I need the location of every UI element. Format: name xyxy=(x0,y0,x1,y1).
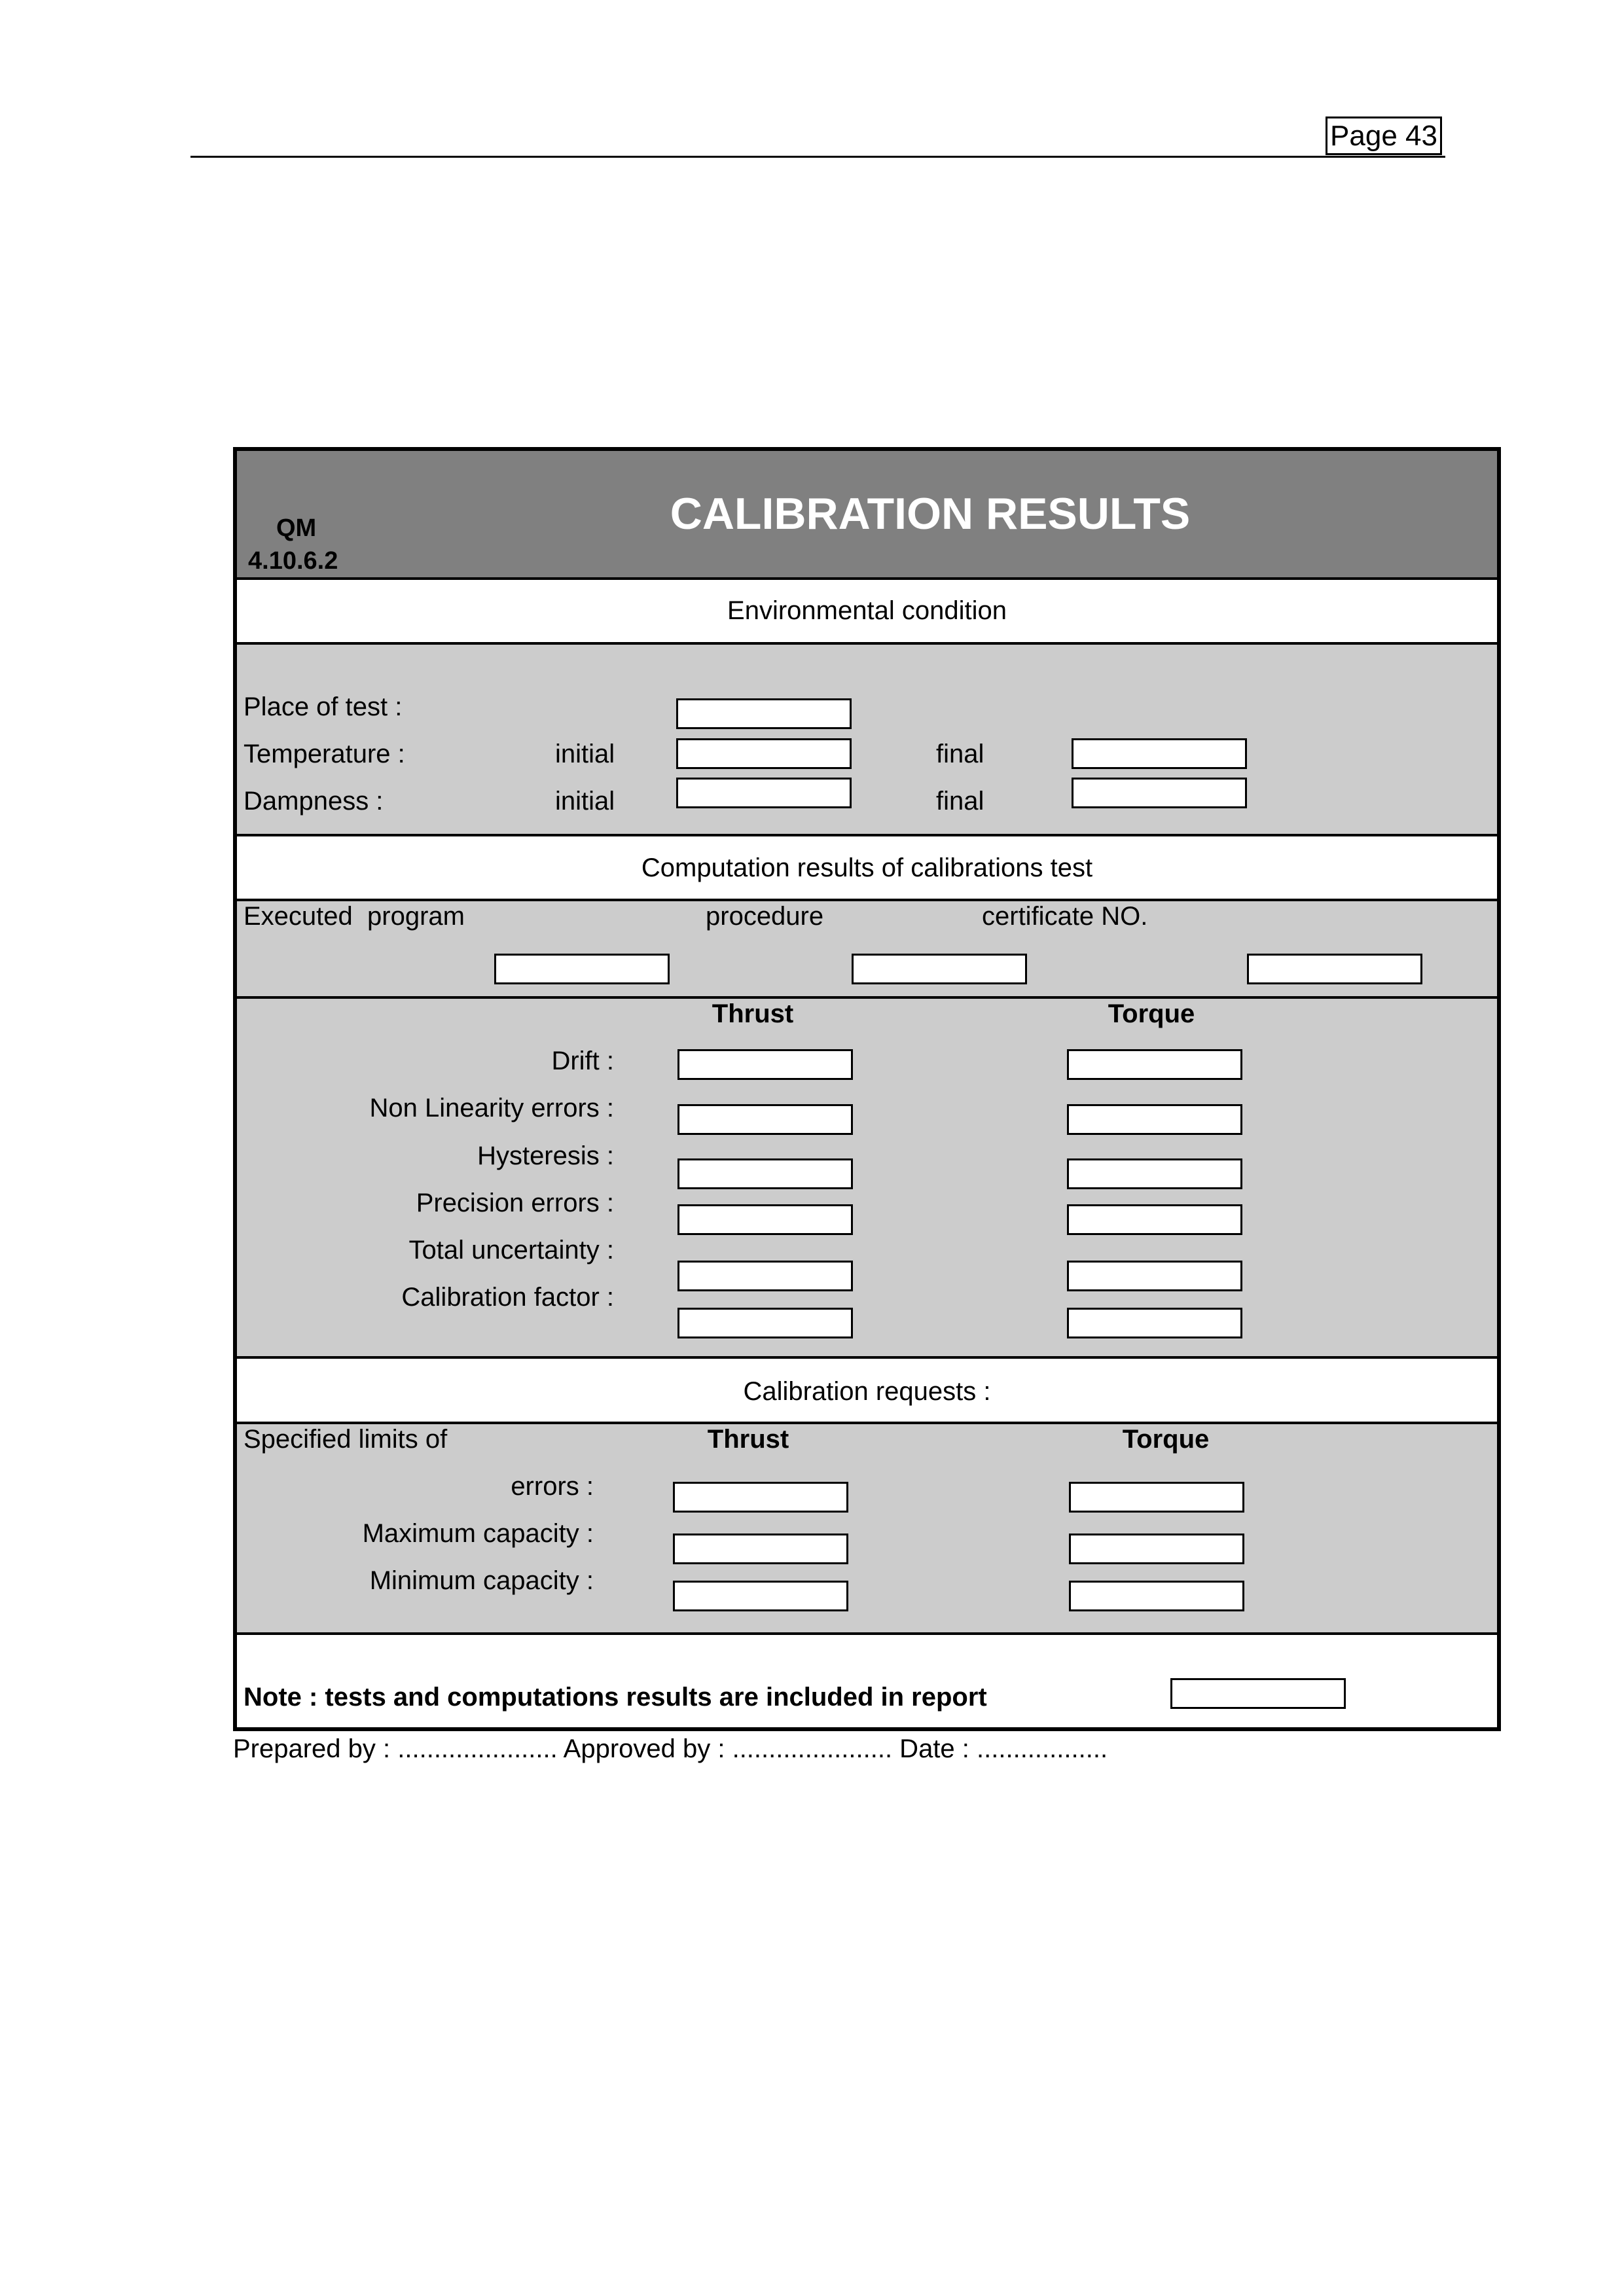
maximum-capacity-label: Maximum capacity : xyxy=(362,1519,594,1548)
hysteresis-torque-field[interactable] xyxy=(1067,1158,1242,1189)
dampness-initial-label: initial xyxy=(555,787,615,816)
executed-program-label: Executed program xyxy=(244,902,465,931)
results-thrust-heading: Thrust xyxy=(712,999,794,1028)
drift-thrust-field[interactable] xyxy=(677,1049,853,1080)
minimum-capacity-torque-field[interactable] xyxy=(1069,1581,1244,1611)
dampness-label: Dampness : xyxy=(244,787,384,816)
maximum-capacity-torque-field[interactable] xyxy=(1069,1534,1244,1564)
precision-errors-thrust-field[interactable] xyxy=(677,1204,853,1235)
temperature-initial-field[interactable] xyxy=(676,738,852,769)
dampness-initial-field[interactable] xyxy=(676,778,852,808)
total-uncertainty-thrust-field[interactable] xyxy=(677,1261,853,1291)
page-number: Page 43 xyxy=(1326,117,1442,155)
report-reference-field[interactable] xyxy=(1170,1678,1346,1709)
form-code-qm: QM xyxy=(276,514,317,542)
non-linearity-torque-field[interactable] xyxy=(1067,1104,1242,1135)
program-field[interactable] xyxy=(494,954,670,984)
calibration-factor-thrust-field[interactable] xyxy=(677,1308,853,1338)
environmental-section xyxy=(233,642,1501,834)
environmental-heading-band xyxy=(233,577,1501,642)
calibration-factor-label: Calibration factor : xyxy=(401,1283,614,1312)
results-torque-heading: Torque xyxy=(1108,999,1195,1028)
temperature-final-label: final xyxy=(936,740,984,768)
place-of-test-label: Place of test : xyxy=(244,692,403,721)
total-uncertainty-torque-field[interactable] xyxy=(1067,1261,1242,1291)
requests-thrust-heading: Thrust xyxy=(707,1425,789,1454)
note-text: Note : tests and computations results are included in report xyxy=(244,1683,987,1712)
errors-label: errors : xyxy=(511,1472,594,1501)
specified-limits-label: Specified limits of xyxy=(244,1425,448,1454)
maximum-capacity-thrust-field[interactable] xyxy=(673,1534,848,1564)
minimum-capacity-thrust-field[interactable] xyxy=(673,1581,848,1611)
header-rule xyxy=(190,156,1445,158)
procedure-label: procedure xyxy=(706,902,824,931)
errors-thrust-field[interactable] xyxy=(673,1482,848,1513)
environmental-heading: Environmental condition xyxy=(727,596,1007,625)
procedure-field[interactable] xyxy=(852,954,1027,984)
hysteresis-thrust-field[interactable] xyxy=(677,1158,853,1189)
dampness-final-field[interactable] xyxy=(1072,778,1247,808)
dampness-final-label: final xyxy=(936,787,984,816)
non-linearity-thrust-field[interactable] xyxy=(677,1104,853,1135)
computation-heading-band xyxy=(233,834,1501,899)
minimum-capacity-label: Minimum capacity : xyxy=(369,1566,594,1595)
form-title: CALIBRATION RESULTS xyxy=(670,489,1191,539)
temperature-label: Temperature : xyxy=(244,740,405,768)
drift-label: Drift : xyxy=(551,1047,614,1075)
calibration-factor-torque-field[interactable] xyxy=(1067,1308,1242,1338)
signature-line: Prepared by : ...................... Approved by : ...................... Date : .................. xyxy=(233,1734,1108,1763)
certificate-field[interactable] xyxy=(1247,954,1422,984)
non-linearity-label: Non Linearity errors : xyxy=(369,1094,614,1122)
place-of-test-field[interactable] xyxy=(676,698,852,729)
hysteresis-label: Hysteresis : xyxy=(477,1141,614,1170)
form-code-number: 4.10.6.2 xyxy=(248,547,338,575)
requests-torque-heading: Torque xyxy=(1122,1425,1210,1454)
temperature-final-field[interactable] xyxy=(1072,738,1247,769)
requests-heading-band xyxy=(233,1356,1501,1422)
precision-errors-torque-field[interactable] xyxy=(1067,1204,1242,1235)
computation-heading: Computation results of calibrations test xyxy=(641,853,1093,882)
total-uncertainty-label: Total uncertainty : xyxy=(408,1236,614,1265)
drift-torque-field[interactable] xyxy=(1067,1049,1242,1080)
requests-heading: Calibration requests : xyxy=(743,1377,991,1406)
errors-torque-field[interactable] xyxy=(1069,1482,1244,1513)
certificate-label: certificate NO. xyxy=(982,902,1148,931)
precision-errors-label: Precision errors : xyxy=(416,1189,614,1217)
temperature-initial-label: initial xyxy=(555,740,615,768)
